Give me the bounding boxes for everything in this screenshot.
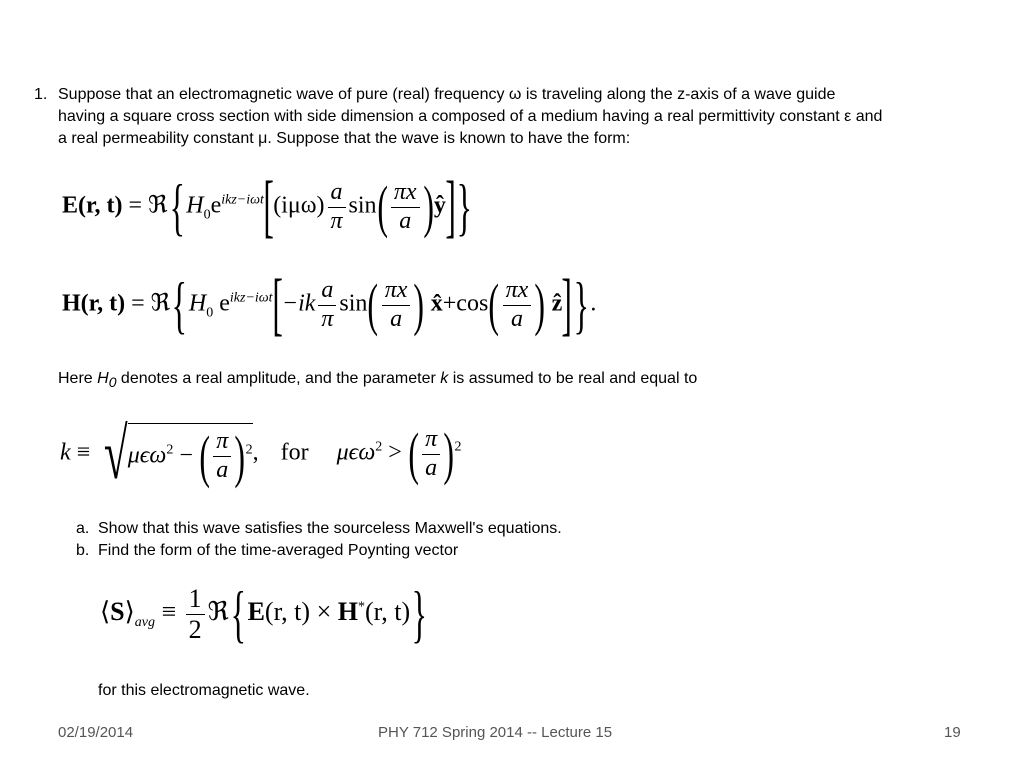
part-a-text: Show that this wave satisfies the sourceless Maxwell's equations. <box>98 520 562 537</box>
amplitude-description: Here $H_0$ denotes a real amplitude, and the parameter k is assumed to be real and equal to <box>58 370 698 391</box>
closing-text: for this electromagnetic wave. <box>98 682 310 699</box>
part-b-label: b. <box>76 542 90 559</box>
part-a-label: a. <box>76 520 90 537</box>
equation-H-field: H(r, $t) = ℜ\{H_0$ $e^{ikz-i\omega t}[-ik$ $\frac{a}{\pi}$ sin( $\frac{\pi x}{a}$ ) x̂+cos( $\frac{\pi x}{a}$ ) ẑ]}. <box>62 266 597 343</box>
problem-number: 1. <box>34 86 48 103</box>
equation-k: k ≡ √μϵω$^2$ − ( $\frac{\pi}{a}$ )$^2$, for μϵω$^2$ > ( $\frac{\pi}{a}$ )$^2$ <box>60 414 462 494</box>
equation-poynting: $⟨S⟩_{avg}$ ≡ $\frac{1}{2}$ ℜ{E(r, t) × H*(r, t)} <box>100 578 428 649</box>
footer-page-number: 19 <box>944 724 961 741</box>
footer-course: PHY 712 Spring 2014 -- Lecture 15 <box>378 724 613 741</box>
problem-line-1: Suppose that an electromagnetic wave of pure (real) frequency ω is traveling along the z-axis of a wave guide <box>58 86 836 103</box>
footer-date: 02/19/2014 <box>58 724 134 741</box>
part-b-text: Find the form of the time-averaged Poynting vector <box>98 542 459 559</box>
problem-line-3: a real permeability constant μ. Suppose that the wave is known to have the form: <box>58 130 631 147</box>
equation-E-field: E(r, $t) = ℜ\{H_0e^{ikz-i\omega t}[(i\mu\omega)$ $\frac{a}{\pi}$ sin( $\frac{\pi x}{a}$ )ŷ]} <box>62 168 473 245</box>
problem-line-2: having a square cross section with side dimension a composed of a medium having a real permittivity constant ε and <box>58 108 883 125</box>
